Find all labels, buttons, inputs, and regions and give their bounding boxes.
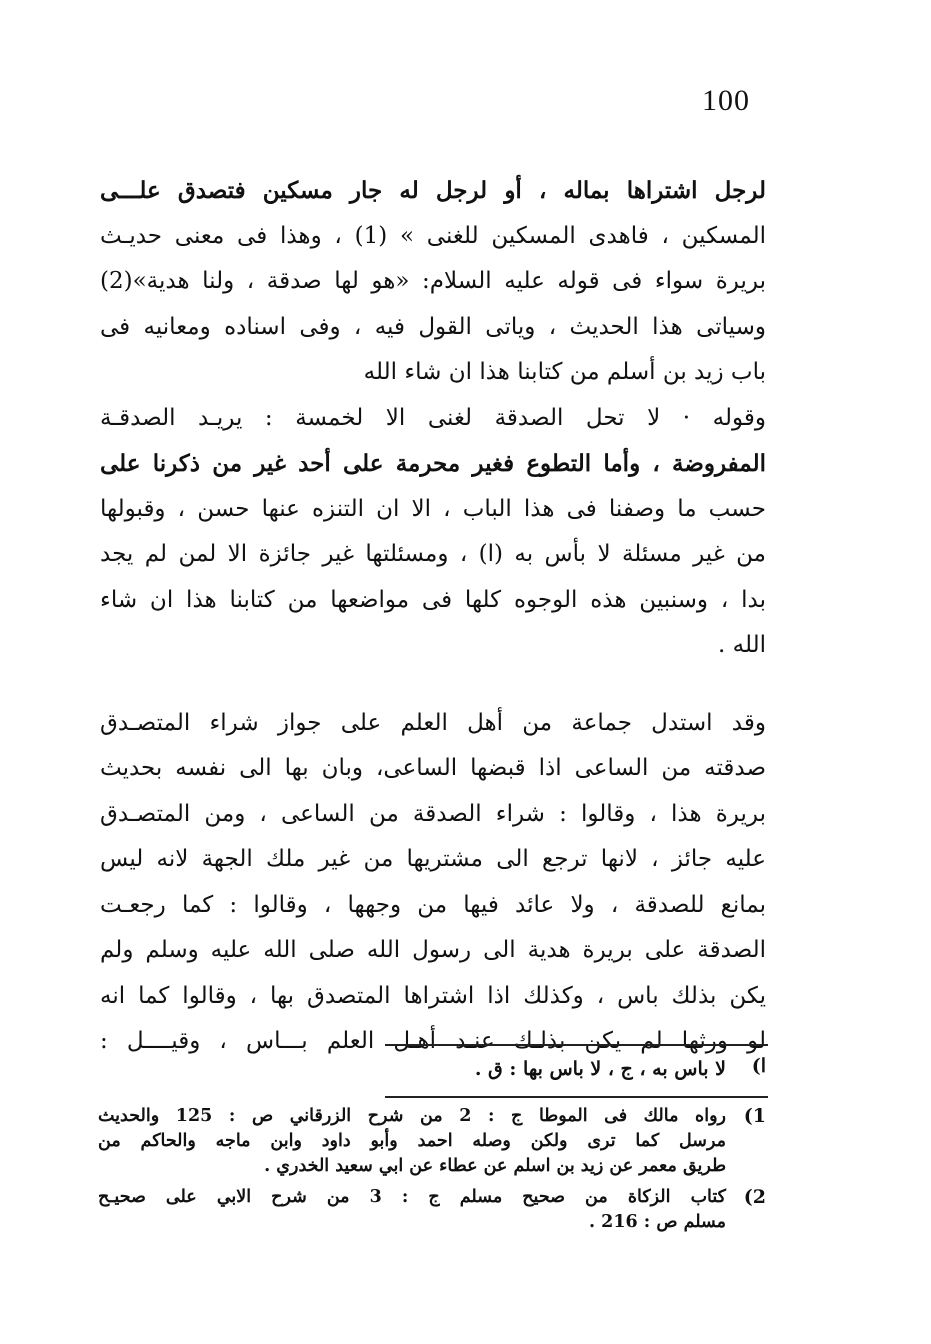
text-line: باب زيد بن أسلم من كتابنا هذا ان شاء الله bbox=[363, 359, 766, 385]
text-line: وقد استدل جماعة من أهل العلم على جواز شراء المتصـدق bbox=[100, 709, 766, 736]
text-line: لرجل اشتراها بماله ، أو لرجل له جار مسكين فتصدق علـــى bbox=[100, 177, 766, 204]
body-text bbox=[100, 168, 766, 1065]
footnote-line: طريق معمر عن زيد بن اسلم عن عطاء عن ابي سعيد الخدري . bbox=[264, 1156, 726, 1176]
footnote-line: رواه مالك فى الموطا ج : 2 من شرح الزرقاني ص : 125 والحديث bbox=[98, 1106, 726, 1126]
editor-note bbox=[98, 1054, 766, 1084]
text-line: من غير مسئلة لا بأس به (ا) ، ومسئلتها غير جائزة الا لمن لم يجد bbox=[100, 541, 766, 567]
text-line: وقوله · لا تحل الصدقة لغنى الا لخمسة : يريـد الصدقـة bbox=[100, 404, 766, 431]
text-line: الصدقة على بريرة هدية الى رسول الله صلى الله عليه وسلم ولم bbox=[100, 937, 766, 963]
footnote-line: كتاب الزكاة من صحيح مسلم ج : 3 من شرح الابي على صحيـح bbox=[98, 1187, 726, 1207]
footnote-marker: ا) bbox=[751, 1055, 766, 1077]
text-line: يكن بذلك باس ، وكذلك اذا اشتراها المتصدق بها ، وقالوا كما انه bbox=[100, 982, 766, 1009]
footnote-line: لا باس به ، ج ، لا باس بها : ق . bbox=[474, 1058, 726, 1080]
text-line: صدقته من الساعى اذا قبضها الساعى، وبان بها الى نفسه بحديث bbox=[100, 755, 766, 781]
footnote-divider bbox=[385, 1096, 768, 1098]
footnote-line: مرسل كما ترى ولكن وصله احمد وأبو داود وابن ماجه والحاكم من bbox=[98, 1131, 726, 1151]
text-line: بريرة سواء فى قوله عليه السلام: «هو لها صدقة ، ولنا هدية»(2) bbox=[100, 268, 766, 294]
text-line: الله . bbox=[718, 632, 766, 658]
text-line: المسكين ، فاهدى المسكين للغنى » (1) ، وهذا فى معنى حديـث bbox=[100, 222, 766, 249]
footnote-marker: 2) bbox=[743, 1186, 766, 1208]
footnote-line: مسلم ص : 216 . bbox=[588, 1212, 726, 1232]
paragraph-gap bbox=[100, 669, 766, 701]
text-line: المفروضة ، وأما التطوع فغير محرمة على أحد غير من ذكرنا على bbox=[100, 450, 766, 477]
text-line: عليه جائز ، لانها ترجع الى مشتريها من غير ملك الجهة لانه ليس bbox=[100, 846, 766, 872]
text-line: وسياتى هذا الحديث ، وياتى القول فيه ، وفى اسناده ومعانيه فى bbox=[100, 313, 766, 340]
text-line: بريرة هذا ، وقالوا : شراء الصدقة من الساعى ، ومن المتصـدق bbox=[100, 800, 766, 827]
text-line: حسب ما وصفنا فى هذا الباب ، الا ان التنزه عنها حسن ، وقبولها bbox=[100, 495, 766, 522]
page-number: 100 bbox=[702, 84, 750, 117]
footnote bbox=[98, 1104, 766, 1179]
footnote-marker: 1) bbox=[743, 1105, 766, 1127]
footnote bbox=[98, 1185, 766, 1235]
text-line: بمانع للصدقة ، ولا عائد فيها من وجهها ، وقالوا : كما رجعـت bbox=[100, 891, 766, 918]
footnote-divider bbox=[385, 1044, 768, 1046]
text-line: بدا ، وسنبين هذه الوجوه كلها فى مواضعها من كتابنا هذا ان شاء bbox=[100, 586, 766, 613]
text-line: لو ورثها لم يكن بذلـك عنـد أهـل العلم بـــاس ، وقيــــل : bbox=[100, 1028, 766, 1054]
